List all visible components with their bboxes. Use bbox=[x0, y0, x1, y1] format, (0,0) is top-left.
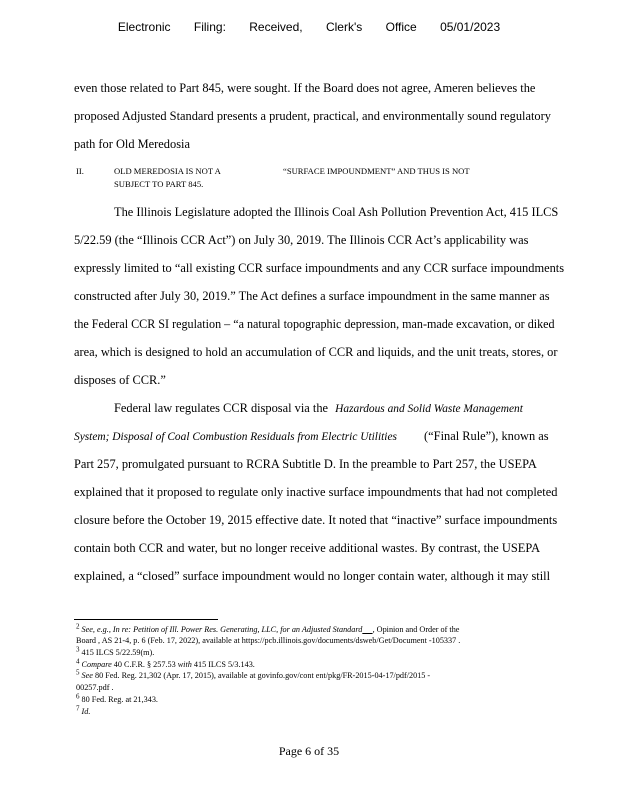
footnote-signal: See, e.g. bbox=[81, 625, 109, 634]
paragraph-line: disposes of CCR.” bbox=[74, 373, 166, 387]
header-date: 05/01/2023 bbox=[440, 20, 501, 34]
paragraph-line: constructed after July 30, 2019.” The Act defines a surface impoundment in the same manner as bbox=[74, 289, 550, 303]
footnote-2: $^2$ See, e.g., In re: Petition of Ill. Power Res. Generating, LLC, for an Adjusted Standard , Opinion and Order of the bbox=[76, 622, 460, 634]
footnote-text: , Opinion and Order of the bbox=[372, 625, 460, 634]
section-title-part2: “SURFACE IMPOUNDMENT” AND THUS IS NOT bbox=[283, 166, 470, 176]
footnote-5-line2: 00257.pdf . bbox=[76, 683, 114, 692]
paragraph-line: explained that it proposed to regulate only inactive surface impoundments that had not completed bbox=[74, 485, 558, 499]
header-filing: Filing: bbox=[193, 20, 226, 34]
paragraph-line: expressly limited to “all existing CCR surface impoundments and any CCR surface impoundments bbox=[74, 261, 565, 275]
section-title-line2: SUBJECT TO PART 845. bbox=[114, 179, 204, 189]
body-line: proposed Adjusted Standard presents a prudent, practical, and environmentally sound regulatory bbox=[74, 109, 551, 123]
paragraph-line bbox=[114, 401, 523, 416]
footnote-3: $^3$ 415 ILCS 5/22.59(m). bbox=[76, 645, 155, 657]
body-line: path for Old Meredosia bbox=[74, 137, 190, 151]
paragraph-line: the Federal CCR SI regulation – “a natural topographic depression, man-made excavation, or diked bbox=[74, 317, 555, 331]
paragraph-text: (“Final Rule”), known as bbox=[424, 429, 549, 443]
footnote-2-line2: Board , AS 21-4, p. 6 (Feb. 17, 2022), available at https://pcb.illinois.gov/documents/dsweb/Get/Document -105337 . bbox=[76, 636, 461, 645]
paragraph-line: 5/22.59 (the “Illinois CCR Act”) on July 30, 2019. The Illinois CCR Act’s applicability was bbox=[74, 233, 529, 247]
paragraph-line: closure before the October 19, 2015 effective date. It noted that “inactive” surface impoundments bbox=[74, 513, 558, 527]
paragraph-line: area, which is designed to hold an accumulation of CCR and liquids, and the unit treats, stores, or bbox=[74, 345, 558, 359]
header-received: Received, bbox=[249, 20, 303, 34]
header-clerks: Clerk's bbox=[325, 20, 363, 34]
paragraph-text: Federal law regulates CCR disposal via the bbox=[114, 401, 329, 415]
footnote-7: $^7$ Id. bbox=[76, 704, 91, 716]
page-number: Page 6 of 35 bbox=[278, 744, 340, 758]
body-line: even those related to Part 845, were sought. If the Board does not agree, Ameren believes the bbox=[74, 81, 536, 95]
paragraph-line: explained, a “closed” surface impoundment would no longer contain water, although it may still bbox=[74, 569, 551, 583]
footnote-6: $^6$ 80 Fed. Reg. at 21,343. bbox=[76, 692, 158, 704]
footnote-5: $^5$ See 80 Fed. Reg. 21,302 (Apr. 17, 2015), available at govinfo.gov/cont ent/pkg/FR-2015-04-17/pdf/2015 - bbox=[76, 668, 431, 680]
paragraph-line: Part 257, promulgated pursuant to RCRA Subtitle D. In the preamble to Part 257, the USEPA bbox=[74, 457, 537, 471]
paragraph-line bbox=[74, 429, 549, 444]
footnote-case-name: In re: Petition of Ill. Power Res. Generating, LLC, for an Adjusted Standard bbox=[112, 625, 363, 634]
section-title-part1: OLD MEREDOSIA IS NOT A bbox=[114, 166, 221, 176]
paragraph-line: contain both CCR and water, but no longer receive additional wastes. By contrast, the USEPA bbox=[74, 541, 541, 555]
section-number: II. bbox=[76, 166, 84, 176]
paragraph-line: The Illinois Legislature adopted the Illinois Coal Ash Pollution Prevention Act, 415 ILCS bbox=[114, 205, 559, 219]
filing-header bbox=[0, 20, 618, 34]
footnote-4: $^4$ Compare 40 C.F.R. § 257.53 with 415 ILCS 5/3.143. bbox=[76, 657, 255, 669]
rule-title-part1: Hazardous and Solid Waste Management bbox=[335, 403, 523, 415]
header-office: Office bbox=[385, 20, 417, 34]
header-electronic: Electronic bbox=[117, 20, 171, 34]
rule-title-part2: System; Disposal of Coal Combustion Residuals from Electric Utilities bbox=[74, 431, 397, 443]
footnote-divider bbox=[74, 619, 218, 620]
